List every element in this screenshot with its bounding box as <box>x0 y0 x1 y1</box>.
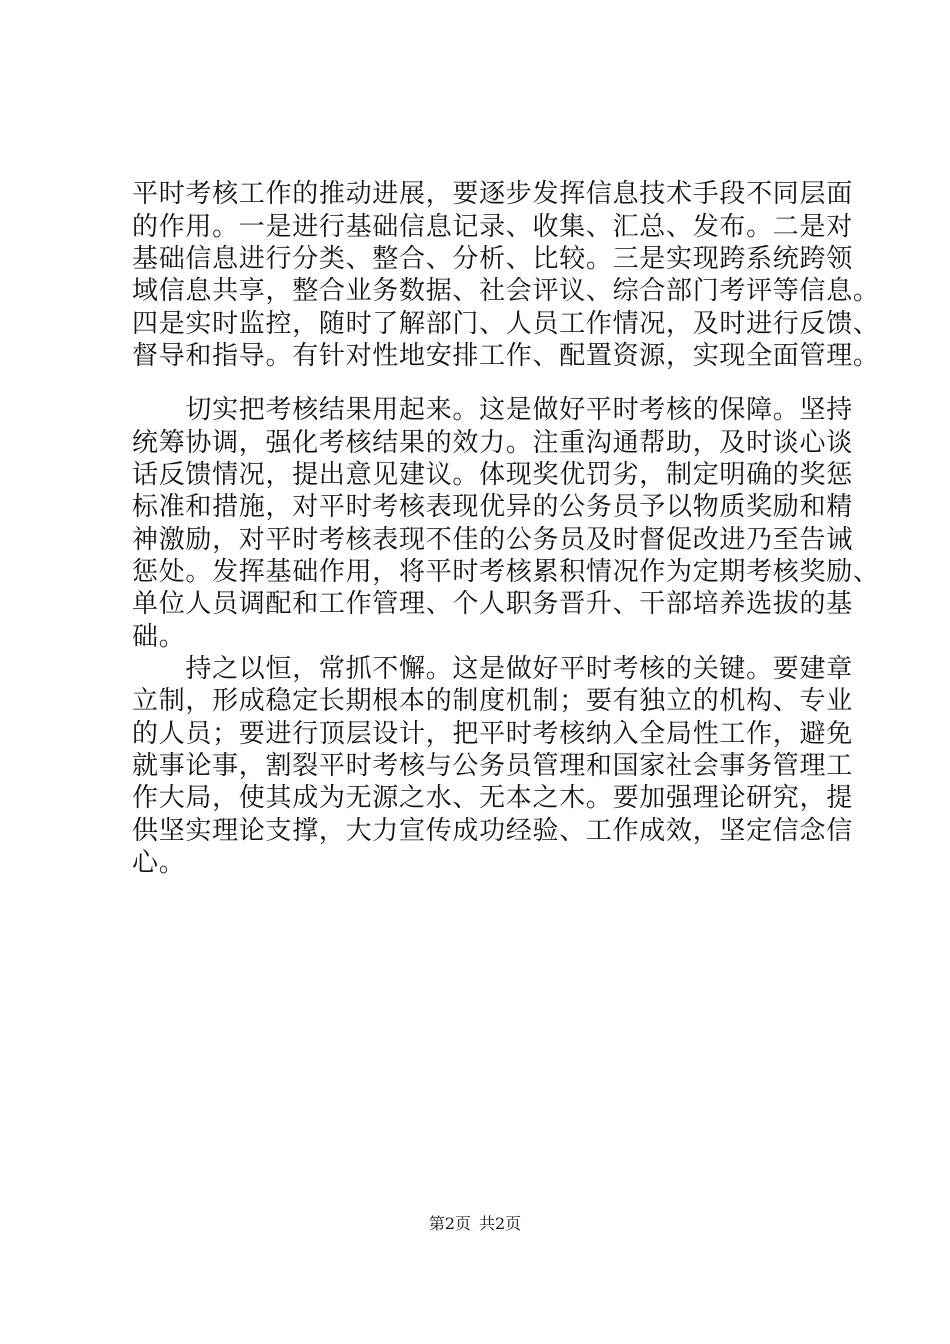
text-line: 作大局，使其成为无源之水、无本之木。要加强理论研究，提 <box>132 783 853 813</box>
page-footer <box>0 1213 950 1235</box>
text-line: 就事论事，割裂平时考核与公务员管理和国家社会事务管理工 <box>132 751 853 781</box>
text-line: 的作用。一是进行基础信息记录、收集、汇总、发布。二是对 <box>132 212 853 242</box>
text-line: 话反馈情况，提出意见建议。体现奖优罚劣，制定明确的奖惩 <box>132 460 853 490</box>
text-line: 神激励，对平时考核表现不佳的公务员及时督促改进乃至告诫 <box>132 525 853 555</box>
text-line: 督导和指导。有针对性地安排工作、配置资源，实现全面管理。 <box>132 341 880 371</box>
text-line: 惩处。发挥基础作用，将平时考核累积情况作为定期考核奖励、 <box>132 557 880 587</box>
text-line: 域信息共享，整合业务数据、社会评议、综合部门考评等信息。 <box>132 276 880 306</box>
text-line: 标准和措施，对平时考核表现优异的公务员予以物质奖励和精 <box>132 492 853 522</box>
text-line: 基础信息进行分类、整合、分析、比较。三是实现跨系统跨领 <box>132 244 853 274</box>
text-line: 供坚实理论支撑，大力宣传成功经验、工作成效，坚定信念信 <box>132 816 853 846</box>
text-line: 四是实时监控，随时了解部门、人员工作情况，及时进行反馈、 <box>132 309 880 339</box>
text-line: 心。 <box>132 848 186 878</box>
text-line: 础。 <box>132 622 186 652</box>
page-number-label: 第2页 <box>428 1214 471 1233</box>
text-line: 持之以恒，常抓不懈。这是做好平时考核的关键。要建章 <box>132 654 853 684</box>
text-line: 平时考核工作的推动进展，要逐步发挥信息技术手段不同层面 <box>132 179 853 209</box>
text-line: 切实把考核结果用起来。这是做好平时考核的保障。坚持 <box>132 395 853 425</box>
text-line: 统筹协调，强化考核结果的效力。注重沟通帮助，及时谈心谈 <box>132 428 853 458</box>
total-pages-label: 共2页 <box>479 1214 522 1233</box>
text-line: 立制，形成稳定长期根本的制度机制；要有独立的机构、专业 <box>132 686 853 716</box>
text-line: 单位人员调配和工作管理、个人职务晋升、干部培养选拔的基 <box>132 589 853 619</box>
text-line: 的人员；要进行顶层设计，把平时考核纳入全局性工作，避免 <box>132 719 853 749</box>
